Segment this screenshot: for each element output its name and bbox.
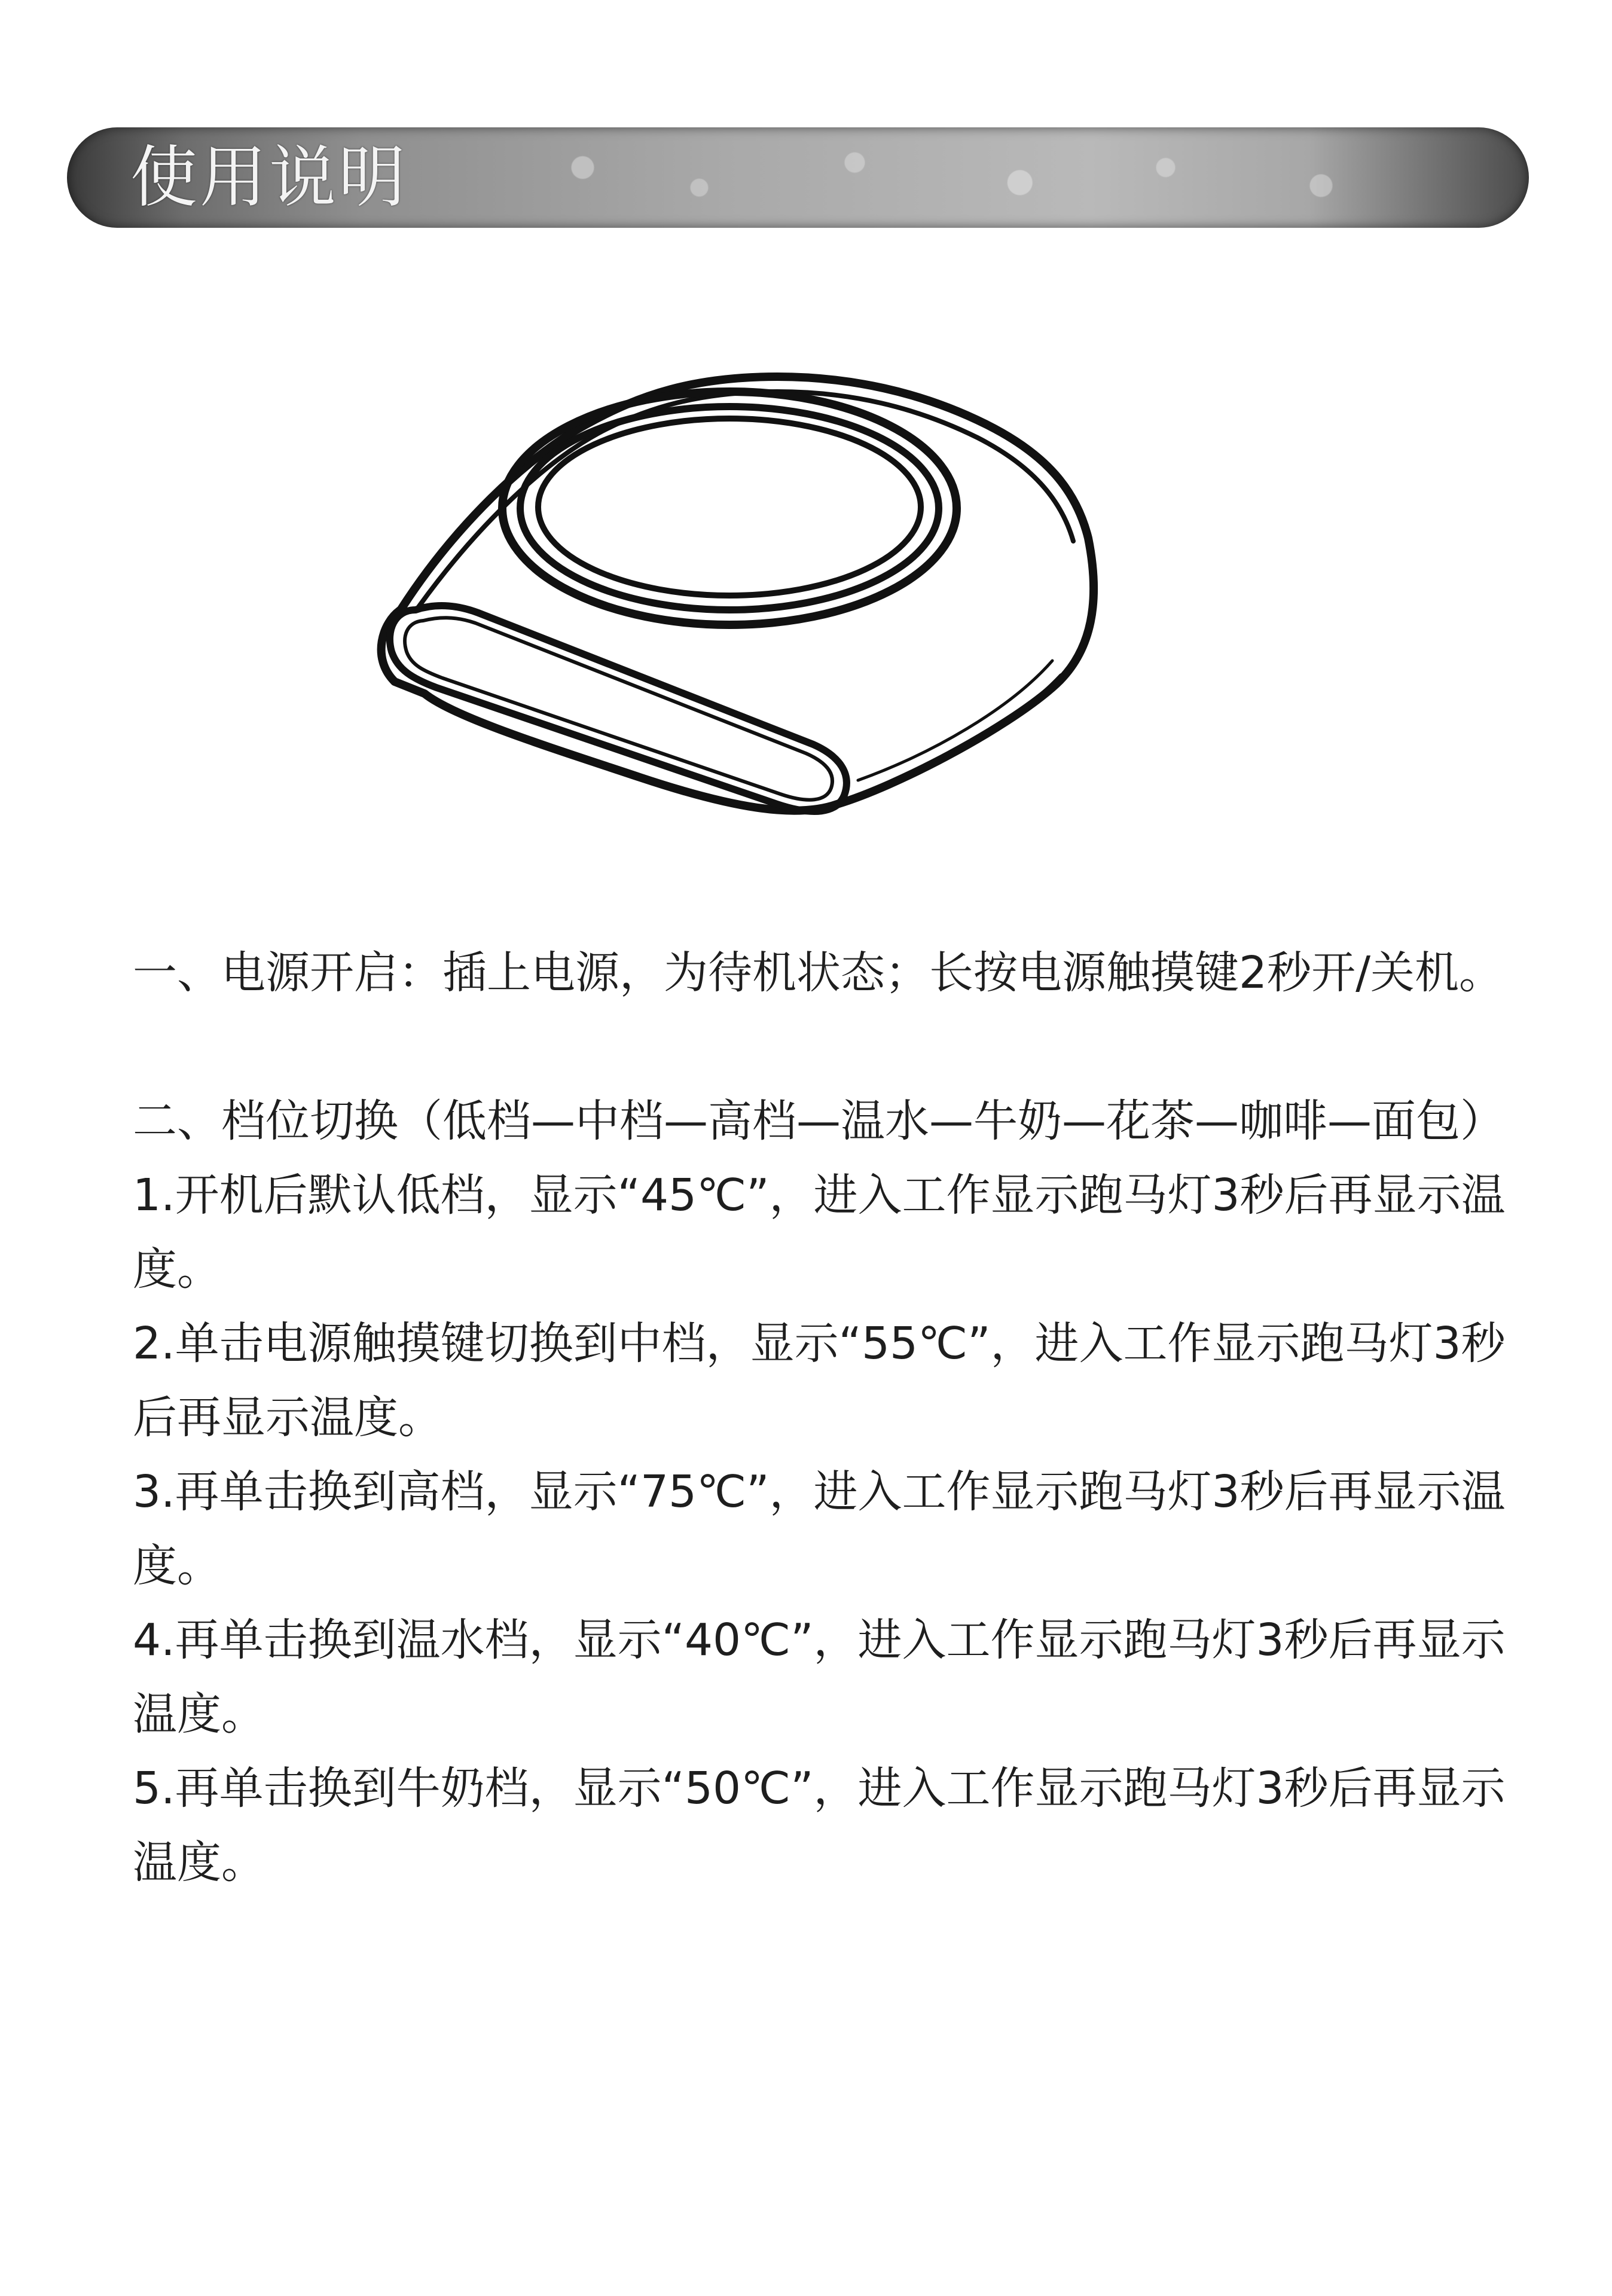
instructions-body: [133, 936, 1508, 1900]
mode-switch-heading: 二、档位切换（低档—中档—高档—温水—牛奶—花茶—咖啡—面包）: [133, 1095, 1504, 1147]
step-3: 3.再单击换到高档，显示“75℃”，进入工作显示跑马灯3秒后再显示温度。: [133, 1466, 1506, 1592]
title-bar-texture: [486, 127, 1457, 228]
step-2: 2.单击电源触摸键切换到中档，显示“55℃”，进入工作显示跑马灯3秒后再显示温度。: [133, 1318, 1506, 1443]
mug-warmer-coaster-illustration: [359, 359, 1136, 831]
step-4: 4.再单击换到温水档，显示“40℃”，进入工作显示跑马灯3秒后再显示温度。: [133, 1614, 1506, 1740]
step-5: 5.再单击换到牛奶档，显示“50℃”，进入工作显示跑马灯3秒后再显示温度。: [133, 1763, 1506, 1888]
page-title: 使用说明: [130, 139, 408, 216]
step-1: 1.开机后默认低档，显示“45℃”，进入工作显示跑马灯3秒后再显示温度。: [133, 1170, 1506, 1295]
paragraph-spacer: [133, 1010, 1508, 1084]
power-instruction: 一、电源开启：插上电源，为待机状态；长按电源触摸键2秒开/关机。: [133, 947, 1504, 999]
